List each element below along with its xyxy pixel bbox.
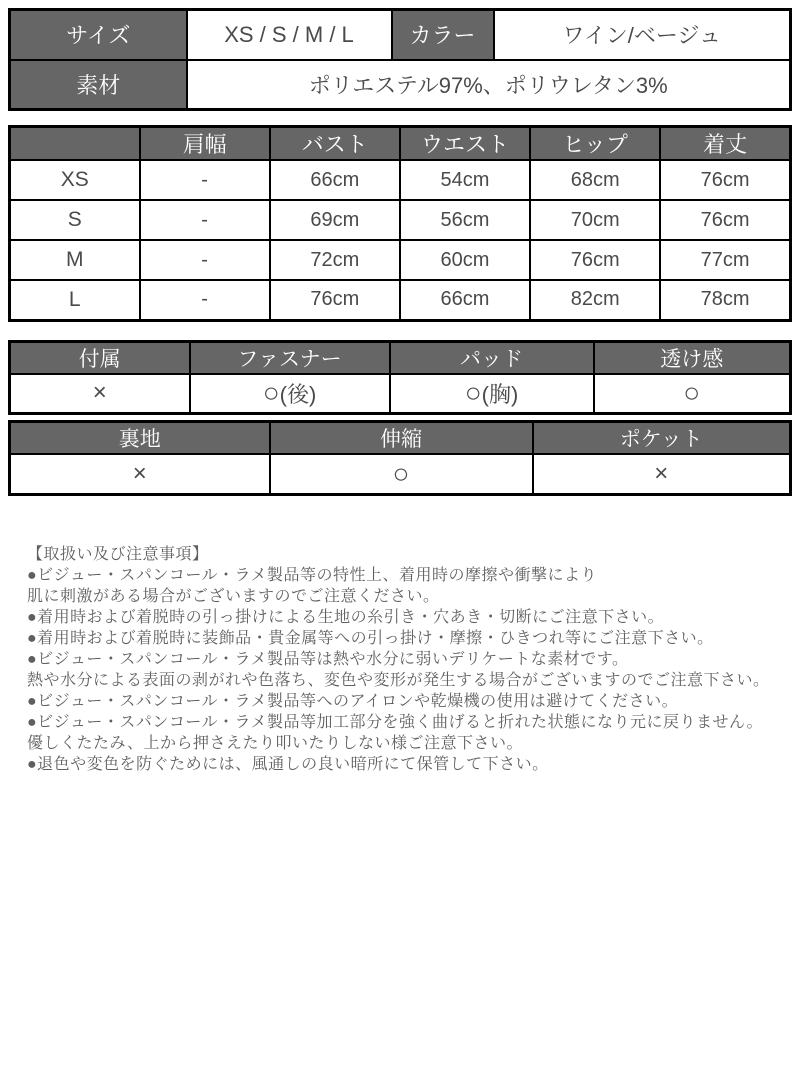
care-note-line: ●着用時および着脱時の引っ掛けによる生地の糸引き・穴あき・切断にご注意下さい。 [27,608,665,626]
measurement-cell: 82cm [530,280,660,320]
measurement-cell: 68cm [530,160,660,200]
measurements-table [8,125,792,322]
measurements-header-row [10,127,791,161]
cross-mark: × [132,459,147,487]
measurement-cell: 76cm [530,240,660,280]
circle-mark: ○ [392,457,410,489]
fastener-label: ファスナー [190,341,390,374]
material-label: 素材 [10,60,187,110]
measurement-cell: 76cm [270,280,400,320]
features-bottom-value-row [10,454,791,494]
measurement-cell: - [140,280,270,320]
sheerness-label: 透け感 [594,341,791,374]
measurements-header-shoulder: 肩幅 [140,127,270,161]
circle-mark: ○ [262,377,280,409]
circle-mark: ○ [683,377,701,409]
features-table-top [8,340,792,416]
measurements-header-length: 着丈 [660,127,790,161]
measurement-cell: 69cm [270,200,400,240]
measurement-cell: 66cm [400,280,530,320]
care-note-line: ●ビジュー・スパンコール・ラメ製品等加工部分を強く曲げると折れた状態になり元に戻りません。 [27,713,764,731]
features-table-bottom [8,420,792,496]
stretch-value [270,454,533,494]
size-name-cell: S [10,200,140,240]
fastener-value: ○(後) [190,374,390,414]
sheerness-value [594,374,791,414]
pad-value: ○(胸) [390,374,594,414]
measurement-cell: 70cm [530,200,660,240]
spec-row-material [10,60,791,110]
measurements-header-bust: バスト [270,127,400,161]
care-note-line: ●着用時および着脱時に装飾品・貴金属等への引っ掛け・摩擦・ひきつれ等にご注意下さい。 [27,629,714,647]
measurement-cell: 77cm [660,240,790,280]
product-spec-table [8,8,792,111]
pad-label: パッド [390,341,594,374]
features-top-header-row [10,341,791,374]
measurement-cell: 78cm [660,280,790,320]
care-note-line: 熱や水分による表面の剥がれや色落ち、変色や変形が発生する場合がございますのでご注意下さい。 [27,671,770,689]
measurement-cell: - [140,200,270,240]
measurement-cell: - [140,160,270,200]
material-value: ポリエステル97%、ポリウレタン3% [187,60,791,110]
color-label: カラー [392,10,494,60]
lining-label: 裏地 [10,422,270,455]
size-value: XS / S / M / L [187,10,392,60]
lining-value [10,454,270,494]
care-note-line: ●ビジュー・スパンコール・ラメ製品等の特性上、着用時の摩擦や衝撃により [27,566,598,584]
care-note-line: ●ビジュー・スパンコール・ラメ製品等へのアイロンや乾燥機の使用は避けてください。 [27,692,679,710]
measurements-row-m [10,240,791,280]
care-note-line: 肌に刺激がある場合がございますのでご注意ください。 [27,587,440,605]
color-value: ワイン/ベージュ [494,10,791,60]
measurement-cell: 60cm [400,240,530,280]
cross-mark: × [92,379,107,407]
pocket-label: ポケット [533,422,791,455]
measurement-cell: 66cm [270,160,400,200]
measurements-header-waist: ウエスト [400,127,530,161]
measurement-cell: 56cm [400,200,530,240]
features-bottom-header-row [10,422,791,455]
size-name-cell: M [10,240,140,280]
spec-row-size-color [10,10,791,60]
measurements-row-xs [10,160,791,200]
accessory-value [10,374,190,414]
stretch-label: 伸縮 [270,422,533,455]
features-top-value-row [10,374,791,414]
care-notes-title: 【取扱い及び注意事項】 [27,545,209,563]
care-notes [27,544,784,775]
pocket-value [533,454,791,494]
size-name-cell: L [10,280,140,320]
measurement-cell: 76cm [660,200,790,240]
size-label: サイズ [10,10,187,60]
circle-mark: ○ [464,377,482,409]
care-note-line: 優しくたたみ、上から押さえたり叩いたりしない様ご注意下さい。 [27,734,523,752]
accessory-label: 付属 [10,341,190,374]
care-note-line: ●退色や変色を防ぐためには、風通しの良い暗所にて保管して下さい。 [27,755,549,773]
measurements-header-hip: ヒップ [530,127,660,161]
measurement-cell: 72cm [270,240,400,280]
measurement-cell: 76cm [660,160,790,200]
measurements-row-l [10,280,791,320]
cross-mark: × [654,459,669,487]
measurements-header-empty [10,127,140,161]
measurements-row-s [10,200,791,240]
measurement-cell: 54cm [400,160,530,200]
care-note-line: ●ビジュー・スパンコール・ラメ製品等は熱や水分に弱いデリケートな素材です。 [27,650,629,668]
measurement-cell: - [140,240,270,280]
size-name-cell: XS [10,160,140,200]
